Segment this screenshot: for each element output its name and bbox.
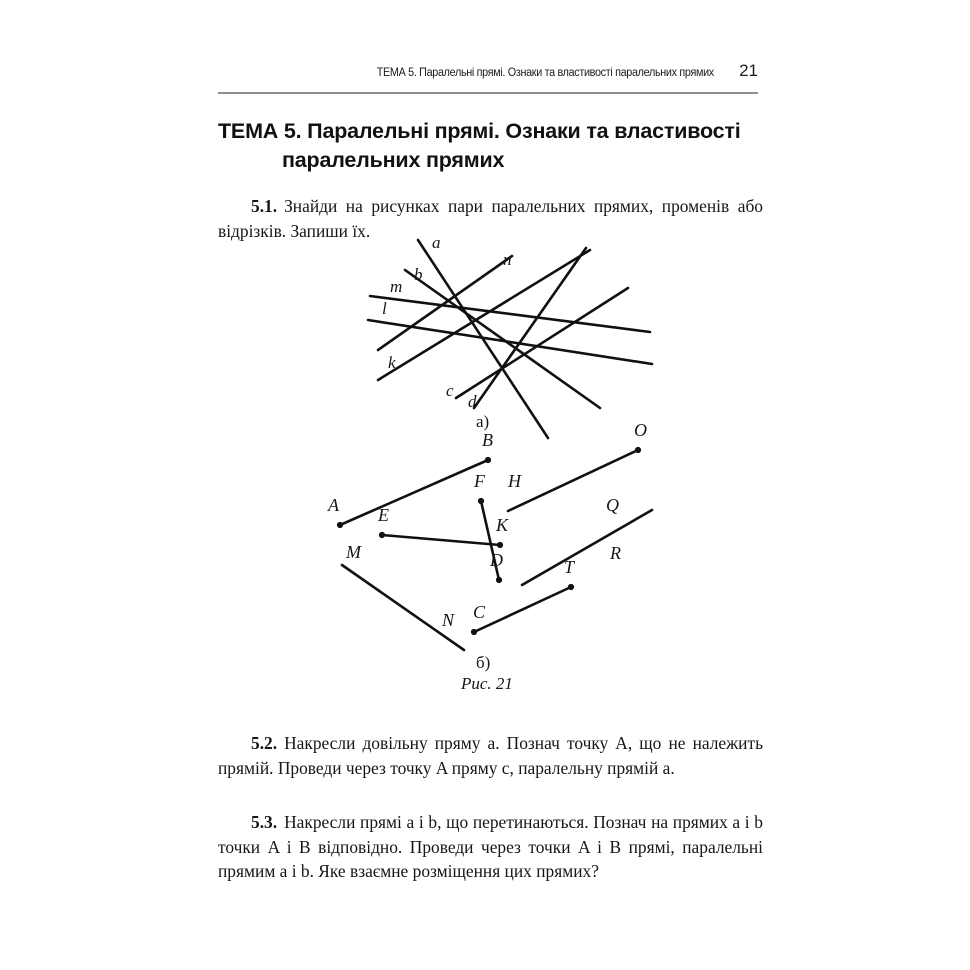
point-label-R: R <box>610 543 621 563</box>
exercise-5-2-number: 5.2. <box>251 733 278 754</box>
point-label-T: T <box>564 557 575 577</box>
page-title-line-1: ТЕМА 5. Паралельні прямі. Ознаки та властивості <box>218 119 741 144</box>
line-label-d: d <box>468 392 477 411</box>
figure-part-b-label: б) <box>476 653 491 672</box>
line-label-k: k <box>388 353 396 372</box>
header-divider <box>218 92 758 94</box>
point-dot-T <box>568 584 574 590</box>
segment-QR <box>522 510 652 585</box>
segment-CT <box>474 587 571 632</box>
segment-MN <box>342 565 464 650</box>
line-n <box>378 256 512 350</box>
figure-21 <box>260 228 720 698</box>
exercise-5-3-number: 5.3. <box>251 812 278 833</box>
point-dot-B <box>485 457 491 463</box>
point-label-K: K <box>496 515 509 535</box>
point-dot-A <box>337 522 343 528</box>
page-number: 21 <box>739 61 758 80</box>
point-dot-E <box>379 532 385 538</box>
segment-AB <box>340 460 488 525</box>
exercise-5-3-text: Накресли прямі a і b, що перетинаються. Познач на прямих a і b точки A і B відповідно. Проведи через точки A і B прямі, паралельні прямим a і b. Яке взаємне розміщення цих прямих? <box>218 812 763 882</box>
point-label-M: M <box>346 542 361 562</box>
point-label-O: O <box>634 420 647 440</box>
point-label-E: E <box>378 505 389 525</box>
exercise-5-2 <box>218 731 763 780</box>
line-c <box>456 288 628 398</box>
point-dot-K <box>497 542 503 548</box>
figure-caption: Рис. 21 <box>461 674 513 693</box>
line-k <box>378 250 590 380</box>
point-dot-F <box>478 498 484 504</box>
exercise-5-1-text: Знайди на рисунках пари паралельних прямих, променів або відрізків. Запиши їх. <box>218 196 763 241</box>
page-title <box>218 117 778 175</box>
exercise-5-2-text: Накресли довільну пряму a. Познач точку A, що не належить прямій. Проведи через точку A пряму c, паралельну прямій a. <box>218 733 763 778</box>
running-header-title: ТЕМА 5. Паралельні прямі. Ознаки та властивості паралельних прямих <box>377 67 715 79</box>
figure-21-drawing <box>260 228 720 698</box>
line-label-b: b <box>414 265 423 284</box>
point-dot-C <box>471 629 477 635</box>
point-label-A: A <box>328 495 339 515</box>
segment-EK <box>382 535 500 545</box>
figure-part-a-lines <box>368 240 652 438</box>
line-label-a: a <box>432 233 441 252</box>
point-label-B: B <box>482 430 493 450</box>
line-b <box>405 270 600 408</box>
line-label-l: l <box>382 299 387 318</box>
point-label-D: D <box>490 550 503 570</box>
line-label-m: m <box>390 277 403 296</box>
exercise-5-1-number: 5.1. <box>251 196 278 217</box>
point-dot-D <box>496 577 502 583</box>
exercise-5-3 <box>218 810 763 884</box>
point-label-F: F <box>474 471 485 491</box>
point-label-Q: Q <box>606 495 619 515</box>
point-label-N: N <box>442 610 455 630</box>
point-dot-O <box>635 447 641 453</box>
line-label-n: n <box>503 250 512 269</box>
running-header <box>218 62 758 84</box>
point-label-H: H <box>508 471 521 491</box>
point-label-C: C <box>473 602 486 622</box>
figure-part-a-label: а) <box>476 412 490 431</box>
page-title-line-2: паралельних прямих <box>282 148 505 173</box>
line-label-c: c <box>446 381 454 400</box>
